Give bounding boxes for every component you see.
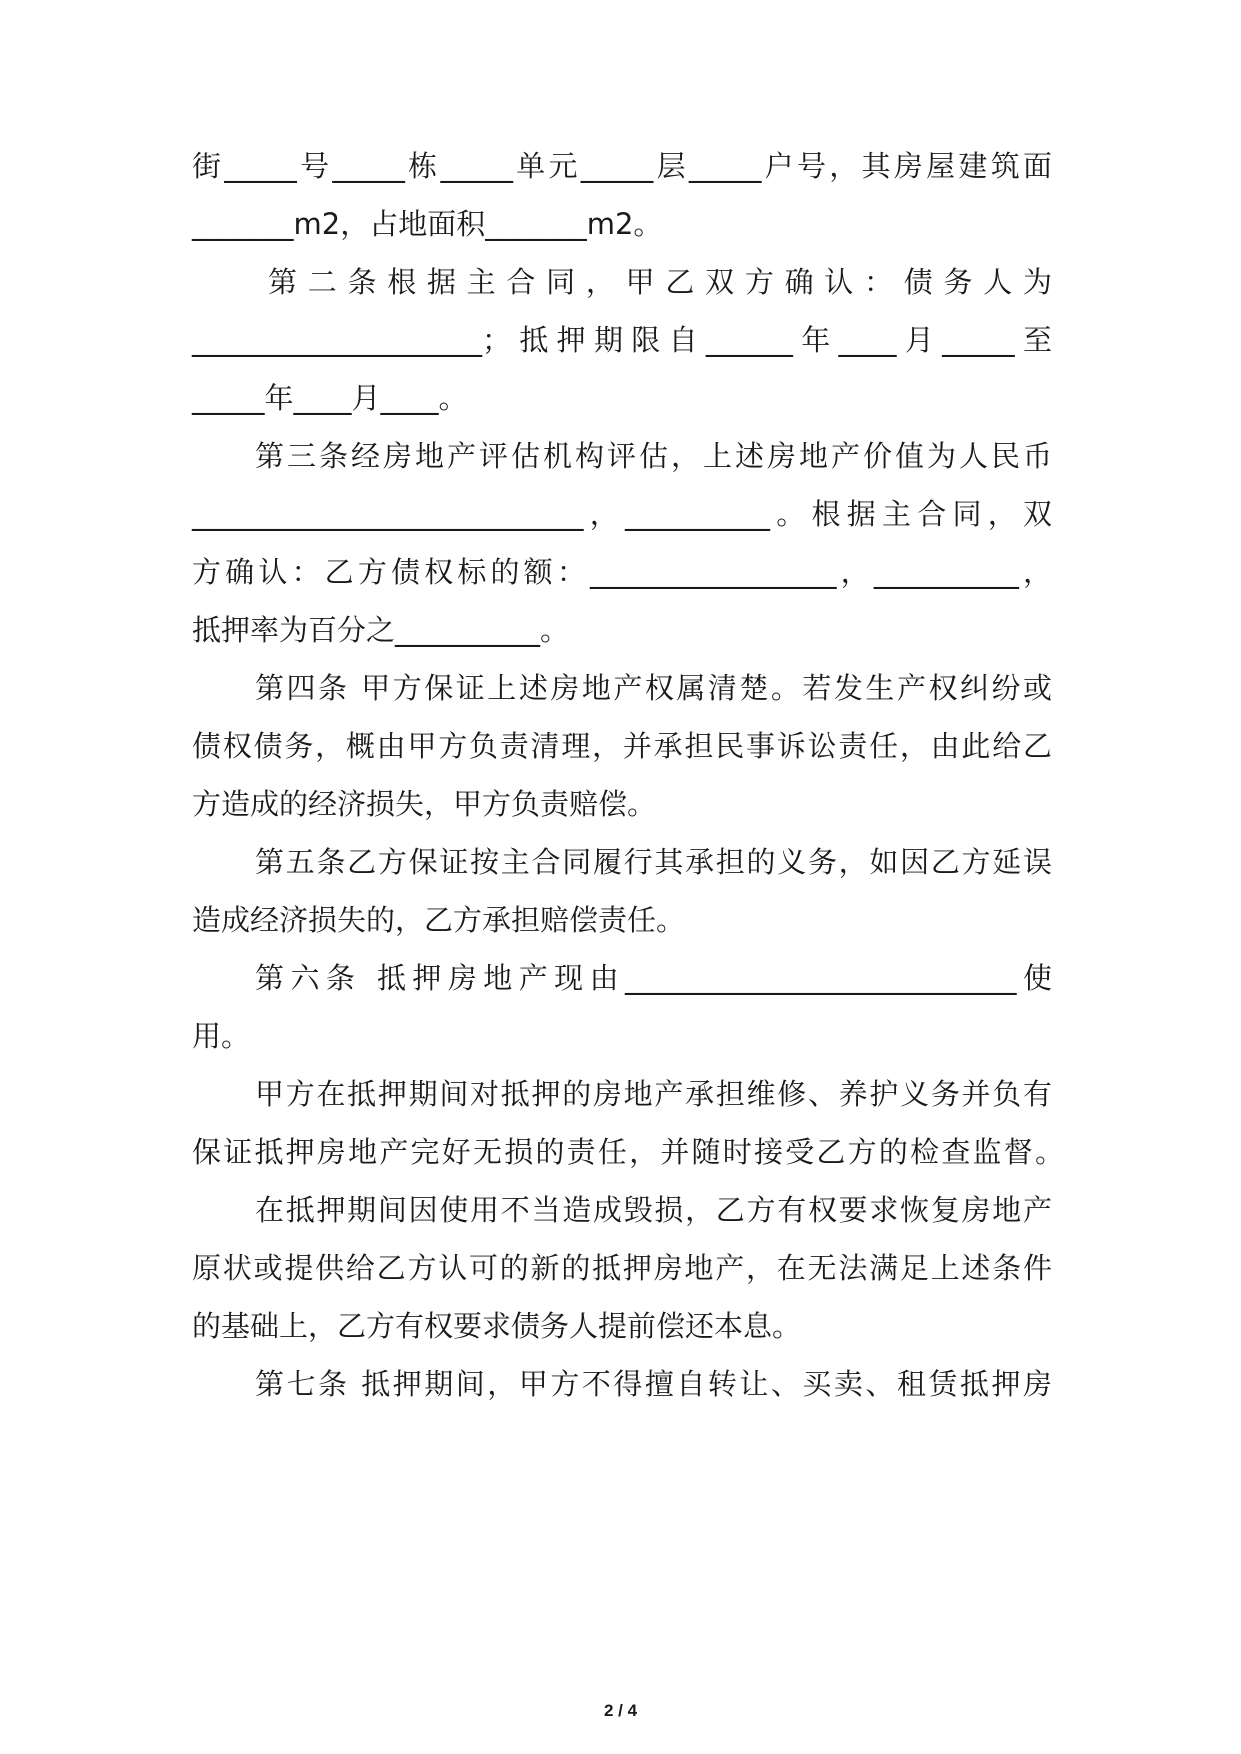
text-line: _____年____月____。 bbox=[192, 381, 468, 415]
text-line: ___________________________，__________。根据主合同，双 bbox=[192, 497, 1052, 531]
text-line: 第三条经房地产评估机构评估，上述房地产价值为人民币 bbox=[255, 439, 1052, 473]
text-line: 第二条根据主合同，甲乙双方确认：债务人为 bbox=[268, 265, 1052, 299]
text-line: 造成经济损失的，乙方承担赔偿责任。 bbox=[192, 903, 686, 937]
text-line: 甲方在抵押期间对抵押的房地产承担维修、养护义务并负有 bbox=[255, 1077, 1052, 1111]
text-line: 第六条 抵押房地产现由___________________________使 bbox=[255, 961, 1052, 995]
text-line: 用。 bbox=[192, 1019, 251, 1053]
text-line: 方确认：乙方债权标的额：_________________，__________， bbox=[192, 555, 1052, 589]
page-number: 2 / 4 bbox=[603, 1701, 638, 1720]
text-line: 的基础上，乙方有权要求债务人提前偿还本息。 bbox=[192, 1309, 802, 1343]
text-line: 方造成的经济损失，甲方负责赔偿。 bbox=[192, 787, 657, 821]
text-line: 街_____号_____栋_____单元_____层_____户号，其房屋建筑面 bbox=[192, 149, 1052, 183]
text-line: 在抵押期间因使用不当造成毁损，乙方有权要求恢复房地产 bbox=[255, 1193, 1052, 1227]
text-line: 债权债务，概由甲方负责清理，并承担民事诉讼责任，由此给乙 bbox=[192, 729, 1052, 763]
text-line: 第四条 甲方保证上述房地产权属清楚。若发生产权纠纷或 bbox=[255, 671, 1052, 705]
text-line: 保证抵押房地产完好无损的责任，并随时接受乙方的检查监督。 bbox=[192, 1135, 1064, 1169]
text-line: 抵押率为百分之__________。 bbox=[192, 613, 570, 647]
text-line: 原状或提供给乙方认可的新的抵押房地产，在无法满足上述条件 bbox=[192, 1251, 1052, 1285]
text-line: 第五条乙方保证按主合同履行其承担的义务，如因乙方延误 bbox=[255, 845, 1052, 879]
text-line: _______m2，占地面积_______m2。 bbox=[192, 207, 663, 241]
text-line: ____________________；抵押期限自______年____月_____至 bbox=[192, 323, 1052, 357]
text-line: 第七条 抵押期间，甲方不得擅自转让、买卖、租赁抵押房 bbox=[255, 1367, 1052, 1401]
